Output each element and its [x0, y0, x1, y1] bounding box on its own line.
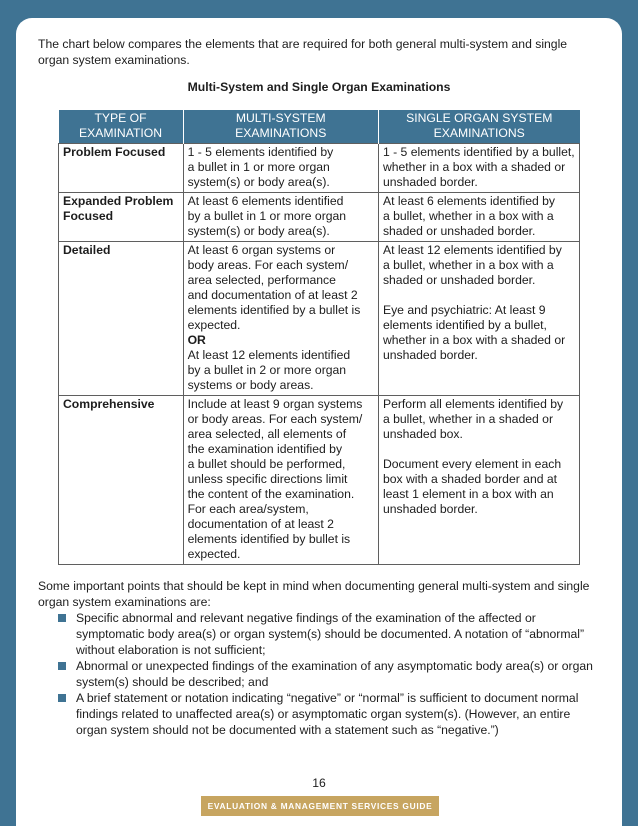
- cell-multi-system: Include at least 9 organ systems or body areas. For each system/ area selected, all elements of the examination identified by a bullet should be performed, unless specific directions limit the content of the examination. For each area/system, documentation of at least 2 elements identified by bullet is expected.: [183, 396, 378, 565]
- cell-type: Problem Focused: [59, 144, 184, 193]
- cell-single-organ: At least 6 elements identified by a bullet, whether in a box with a shaded or unshaded border.: [378, 193, 579, 242]
- cell-single-organ: At least 12 elements identified by a bullet, whether in a box with a shaded or unshaded border. Eye and psychiatric: At least 9 elements identified by a bullet, whether in a box with a shaded or unshaded border.: [378, 242, 579, 396]
- table-title: Multi-System and Single Organ Examinations: [187, 80, 451, 94]
- header-multi-system: MULTI-SYSTEM EXAMINATIONS: [183, 110, 378, 144]
- header-single-organ: SINGLE ORGAN SYSTEM EXAMINATIONS: [378, 110, 579, 144]
- list-item: Abnormal or unexpected findings of the examination of any asymptomatic body area(s) or organ system(s) should be described; and: [38, 658, 604, 690]
- square-bullet-icon: [58, 662, 66, 670]
- cell-multi-system: 1 - 5 elements identified by a bullet in 1 or more organ system(s) or body area(s).: [183, 144, 378, 193]
- cell-type: Expanded Problem Focused: [59, 193, 184, 242]
- cell-multi-system: At least 6 elements identified by a bullet in 1 or more organ system(s) or body area(s).: [183, 193, 378, 242]
- table-row: [59, 144, 580, 193]
- header-type: TYPE OF EXAMINATION: [59, 110, 184, 144]
- list-item: A brief statement or notation indicating “negative” or “normal” is sufficient to document normal findings related to unaffected area(s) or asymptomatic organ system(s). (However, an entire organ system should not be documented with a statement such as “negative.”): [38, 690, 604, 738]
- cell-type: Detailed: [59, 242, 184, 396]
- document-page: [16, 18, 622, 826]
- cell-multi-system: At least 6 organ systems or body areas. For each system/ area selected, performance and documentation of at least 2 elements identified by a bullet is expected. OR At least 12 elements identified by a bullet in 2 or more organ systems or body areas.: [183, 242, 378, 396]
- square-bullet-icon: [58, 614, 66, 622]
- points-intro: Some important points that should be kept in mind when documenting general multi-system and single organ system examinations are:: [38, 579, 590, 609]
- comparison-table: [58, 110, 580, 565]
- cell-single-organ: 1 - 5 elements identified by a bullet, whether in a box with a shaded or unshaded border.: [378, 144, 579, 193]
- cell-single-organ: Perform all elements identified by a bullet, whether in a shaded or unshaded box. Document every element in each box with a shaded border and at least 1 element in a box with an unshaded border.: [378, 396, 579, 565]
- points-list: [38, 610, 604, 738]
- page-number: 16: [312, 776, 326, 790]
- list-item: Specific abnormal and relevant negative findings of the examination of the affected or symptomatic body area(s) or organ system(s) should be documented. A notation of “abnormal” without elaboration is not sufficient;: [38, 610, 604, 658]
- table-row: [59, 242, 580, 396]
- cell-type: Comprehensive: [59, 396, 184, 565]
- footer-band: EVALUATION & MANAGEMENT SERVICES GUIDE: [201, 796, 439, 816]
- table-header-row: [59, 110, 580, 144]
- table-row: [59, 193, 580, 242]
- square-bullet-icon: [58, 694, 66, 702]
- table-row: [59, 396, 580, 565]
- intro-paragraph: The chart below compares the elements that are required for both general multi-system and single organ system examinations.: [38, 37, 568, 67]
